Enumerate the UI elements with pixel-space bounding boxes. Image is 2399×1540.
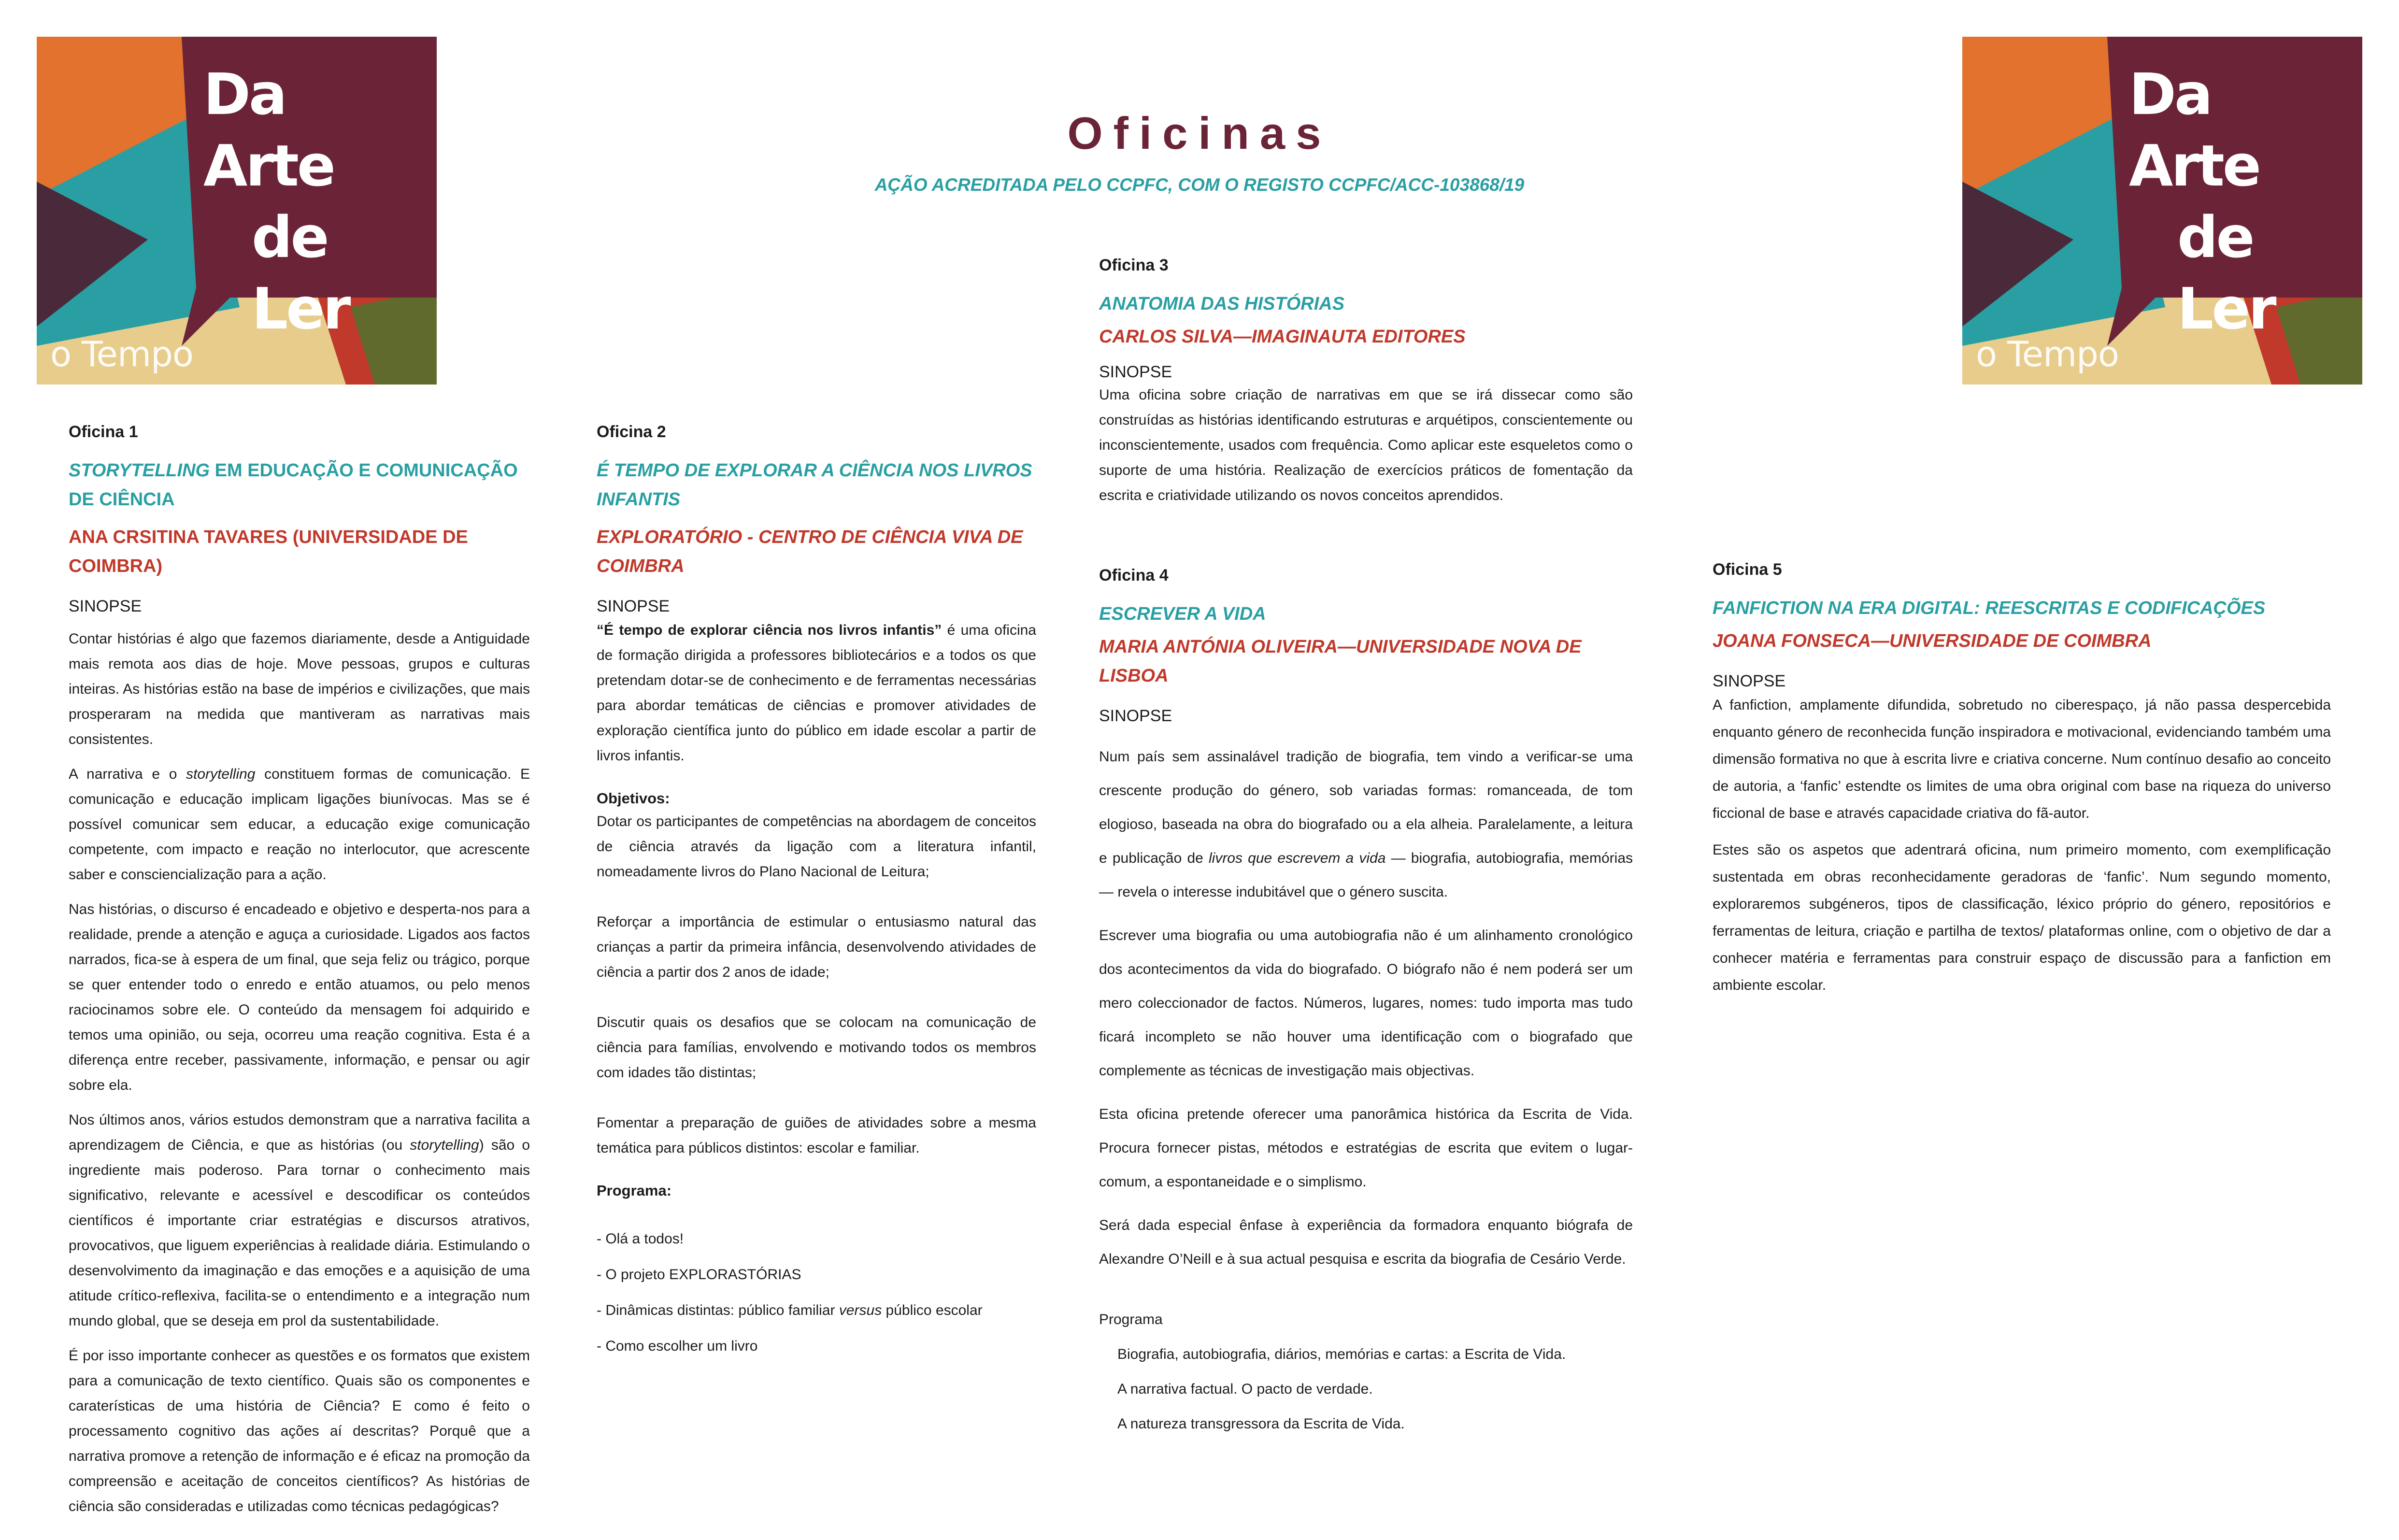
synopsis-heading: SINOPSE bbox=[1713, 672, 1786, 690]
logo-left-wordmark bbox=[203, 58, 437, 344]
workshop-label: Oficina 3 bbox=[1099, 256, 1169, 274]
program-item: - O projeto EXPLORASTÓRIAS bbox=[597, 1267, 801, 1283]
text-run: Num país sem assinalável tradição de biografia, tem vindo a verificar-se uma crescente produção do género, sob variadas formas: romanceada, de tom elogioso, baseada na obra do biografado ou a ela alheia. Paralelamente, a leitura e publicação de bbox=[1099, 749, 1633, 866]
page-title: Oficinas bbox=[1067, 108, 1332, 158]
text-run-italic: versus bbox=[839, 1302, 882, 1318]
workshop-1 bbox=[69, 423, 530, 1529]
workshop-author: EXPLORATÓRIO - CENTRO DE CIÊNCIA VIVA DE COIMBRA bbox=[597, 527, 1023, 576]
synopsis-paragraph: Uma oficina sobre criação de narrativas em que se irá dissecar como são construídas as histórias identificando estruturas e arquétipos, conscientemente ou inconscientemente, usados com frequência. Como aplicar este esqueletos como o suporte de uma história. Realização de exercícios práticos de fomentação da escrita e criatividade utilizando os novos conceitos aprendidos. bbox=[1099, 387, 1633, 503]
logo-line-3: de Ler bbox=[2177, 204, 2275, 342]
text-run: público escolar bbox=[882, 1302, 983, 1318]
workshop-author: CARLOS SILVA—IMAGINAUTA EDITORES bbox=[1099, 327, 1466, 347]
text-run: A narrativa e o bbox=[69, 766, 186, 782]
text-run: ) são o ingrediente mais poderoso. Para tornar o conhecimento mais significativo, relevante e acessível e descodificar os conteúdos científicos é importante criar estratégias e discursos atrativos, provocativos, que liguem experiências à realidade diária. Estimulando o desenvolvimento da imaginação e das emoções e a aquisição de uma atitude crítico-reflexiva, facilita-se o entendimento e a integração num mundo global, que se deseja em prol da sustentabilidade. bbox=[69, 1137, 530, 1329]
synopsis-heading: SINOPSE bbox=[1099, 707, 1172, 725]
workshop-label: Oficina 1 bbox=[69, 423, 138, 441]
workshop-label: Oficina 4 bbox=[1099, 566, 1169, 585]
synopsis-heading: SINOPSE bbox=[1099, 363, 1172, 381]
workshop-title-rest: EM EDUCAÇÃO E COMUNICAÇÃO DE CIÊNCIA bbox=[69, 460, 518, 510]
program-item: - Olá a todos! bbox=[597, 1231, 684, 1247]
objective-item: Reforçar a importância de estimular o entusiasmo natural das crianças a partir da primeira infância, desenvolvendo atividades de ciência a partir dos 2 anos de idade; bbox=[597, 914, 1036, 980]
logo-right-wordmark bbox=[2129, 58, 2362, 344]
logo-line-1: Da bbox=[2129, 61, 2211, 128]
logo-left bbox=[37, 37, 437, 385]
text-run: Nos últimos anos, vários estudos demonstram que a narrativa facilita a aprendizagem de Ciência, e que as histórias (ou bbox=[69, 1112, 530, 1153]
workshop-author: MARIA ANTÓNIA OLIVEIRA—UNIVERSIDADE NOVA DE LISBOA bbox=[1099, 637, 1582, 686]
text-run: — biografia, autobiografia, memórias — revela o interesse indubitável que o género suscita. bbox=[1099, 850, 1633, 900]
text-run: é uma oficina de formação dirigida a professores bibliotecários e a todos os que pretendam dotar-se de conhecimento e de ferramentas necessárias para abordar temáticas de ciências e promover atividades de exploração científica junto do público em idade escolar a partir de livros infantis. bbox=[597, 622, 1036, 764]
program-item: A narrativa factual. O pacto de verdade. bbox=[1117, 1381, 1373, 1397]
synopsis-paragraph: É por isso importante conhecer as questões e os formatos que existem para a comunicação de texto científico. Quais são os componentes e caraterísticas de uma história de Ciência? E como é feito o processamento cognitivo das ações aí descritas? Porquê que a narrativa promove a retenção de informação e é eficaz na promoção da compreensão e aceitação de conceitos científicos? As histórias de ciência são consideradas e utilizadas como técnicas pedagógicas? bbox=[69, 1348, 530, 1514]
workshop-5 bbox=[1713, 560, 2331, 1009]
synopsis-paragraph: Esta oficina pretende oferecer uma panorâmica histórica da Escrita de Vida. Procura fornecer pistas, métodos e estratégias de escrita que evitem o lugar-comum, a espontaneidade e o simplismo. bbox=[1099, 1106, 1633, 1190]
synopsis-paragraph: Contar histórias é algo que fazemos diariamente, desde a Antiguidade mais remota aos dias de hoje. Move pessoas, grupos e culturas inteiras. As histórias estão na base de impérios e civilizações, que mais prosperaram na medida que mantiveram as narrativas mais consistentes. bbox=[69, 631, 530, 747]
logo-line-1: Da bbox=[203, 61, 286, 128]
synopsis-paragraph: Nas histórias, o discurso é encadeado e objetivo e desperta-nos para a realidade, prende a atenção e aguça a curiosidade. Ligados aos factos narrados, fica-se à espera de um final, que seja feliz ou trágico, porque se quer entender todo o enredo e então atuamos, ou pelo menos raciocinamos sobre ele. O conteúdo da mensagem foi adquirido e temos uma opinião, ou seja, ocorreu uma reação cognitiva. Esta é a diferença entre receber, passivamente, informação, e pensar ou agir sobre ela. bbox=[69, 901, 530, 1093]
synopsis-paragraph: Será dada especial ênfase à experiência da formadora enquanto biógrafa de Alexandre O’Neill e à sua actual pesquisa e escrita da biografia de Cesário Verde. bbox=[1099, 1217, 1633, 1267]
synopsis-paragraph bbox=[69, 762, 530, 887]
workshop-2 bbox=[597, 423, 1036, 1369]
workshop-title bbox=[69, 456, 530, 514]
workshop-3 bbox=[1099, 256, 1633, 518]
synopsis-paragraph bbox=[1099, 740, 1633, 909]
logo-line-2: Arte bbox=[203, 132, 334, 199]
program-item: Biografia, autobiografia, diários, memórias e cartas: a Escrita de Vida. bbox=[1117, 1346, 1566, 1362]
synopsis-heading: SINOPSE bbox=[597, 597, 670, 615]
text-run-bold: “É tempo de explorar ciência nos livros infantis” bbox=[597, 622, 942, 638]
objective-item: Discutir quais os desafios que se colocam na comunicação de ciência para famílias, envolvendo e motivando todos os membros com idades tão distintas; bbox=[597, 1014, 1036, 1081]
text-run-italic: storytelling bbox=[186, 766, 256, 782]
workshop-title-italic: STORYTELLING bbox=[69, 460, 210, 481]
text-run-italic: livros que escrevem a vida bbox=[1208, 850, 1386, 866]
workshop-author: ANA CRSITINA TAVARES (UNIVERSIDADE DE COIMBRA) bbox=[69, 527, 468, 576]
program-heading: Programa: bbox=[597, 1182, 672, 1199]
synopsis-paragraph: Estes são os aspetos que adentrará oficina, num primeiro momento, com exemplificação sustentada em obras reconhecidamente geradoras de ‘fanfic’. Num segundo momento, exploraremos subgéneros, tipos de classificação, léxico próprio do género, repositórios e ferramentas de leitura, criação e partilha de textos/ plataformas online, com o objetivo de dar a conhecer matéria e ferramentas para construir espaço de discussão para a fanfiction em ambiente escolar. bbox=[1713, 842, 2331, 993]
workshop-title: FANFICTION NA ERA DIGITAL: REESCRITAS E CODIFICAÇÕES bbox=[1713, 598, 2266, 618]
workshop-title: ANATOMIA DAS HISTÓRIAS bbox=[1099, 294, 1345, 314]
synopsis-heading: SINOPSE bbox=[69, 597, 142, 615]
workshop-title: É TEMPO DE EXPLORAR A CIÊNCIA NOS LIVROS INFANTIS bbox=[597, 460, 1032, 510]
text-run-italic: storytelling bbox=[410, 1137, 479, 1153]
logo-line-3: de Ler bbox=[252, 204, 349, 342]
synopsis-paragraph: Escrever uma biografia ou uma autobiografia não é um alinhamento cronológico dos acontecimentos da vida do biografado. O biógrafo não é nem poderá ser um mero coleccionador de factos. Números, lugares, nomes: tudo importa mas tudo ficará incompleto se não houver uma identificação com o biografado que complemente as técnicas de investigação mais objectivas. bbox=[1099, 927, 1633, 1079]
synopsis-paragraph bbox=[69, 1108, 530, 1334]
workshop-title: ESCREVER A VIDA bbox=[1099, 604, 1266, 624]
synopsis-paragraph bbox=[597, 618, 1036, 769]
accreditation-subtitle: AÇÃO ACREDITADA PELO CCPFC, COM O REGISTO CCPFC/ACC-103868/19 bbox=[874, 175, 1525, 195]
workshop-author: JOANA FONSECA—UNIVERSIDADE DE COIMBRA bbox=[1713, 631, 2152, 651]
text-run: constituem formas de comunicação. E comunicação e educação implicam ligações biunívocas. Mas se é possível comunicar sem educar, a educação exige comunicação competente, com impacto e reação no interlocutor, que acrescente saber e consciencialização para a ação. bbox=[69, 766, 530, 883]
logo-line-2: Arte bbox=[2129, 132, 2259, 199]
text-run: - Dinâmicas distintas: público familiar bbox=[597, 1302, 839, 1318]
objective-item: Fomentar a preparação de guiões de atividades sobre a mesma temática para públicos distintos: escolar e familiar. bbox=[597, 1115, 1036, 1156]
logo-right-subtitle: o Tempo bbox=[1976, 334, 2119, 374]
objective-item: Dotar os participantes de competências na abordagem de conceitos de ciência através da ligação com a literatura infantil, nomeadamente livros do Plano Nacional de Leitura; bbox=[597, 813, 1036, 880]
workshop-label: Oficina 2 bbox=[597, 423, 666, 441]
program-item: - Como escolher um livro bbox=[597, 1338, 758, 1354]
program-heading: Programa bbox=[1099, 1312, 1163, 1327]
workshop-4 bbox=[1099, 566, 1633, 1446]
logo-left-subtitle: o Tempo bbox=[50, 334, 193, 374]
program-item bbox=[597, 1298, 1036, 1323]
program-item: A natureza transgressora da Escrita de Vida. bbox=[1117, 1416, 1405, 1432]
logo-right bbox=[1962, 37, 2362, 385]
objectives-heading: Objetivos: bbox=[597, 790, 670, 807]
synopsis-paragraph: A fanfiction, amplamente difundida, sobretudo no ciberespaço, já não passa despercebida enquanto género de reconhecida função inspiradora e motivacional, evidenciando também uma dimensão formativa no que à escrita livre e criativa concerne. Num contínuo desafio ao conceito de autoria, a ‘fanfic’ estendte os limites de uma obra original com base na riqueza do universo ficcional de base e através capacidade criativa do fã-autor. bbox=[1713, 697, 2331, 821]
workshop-label: Oficina 5 bbox=[1713, 560, 1782, 579]
